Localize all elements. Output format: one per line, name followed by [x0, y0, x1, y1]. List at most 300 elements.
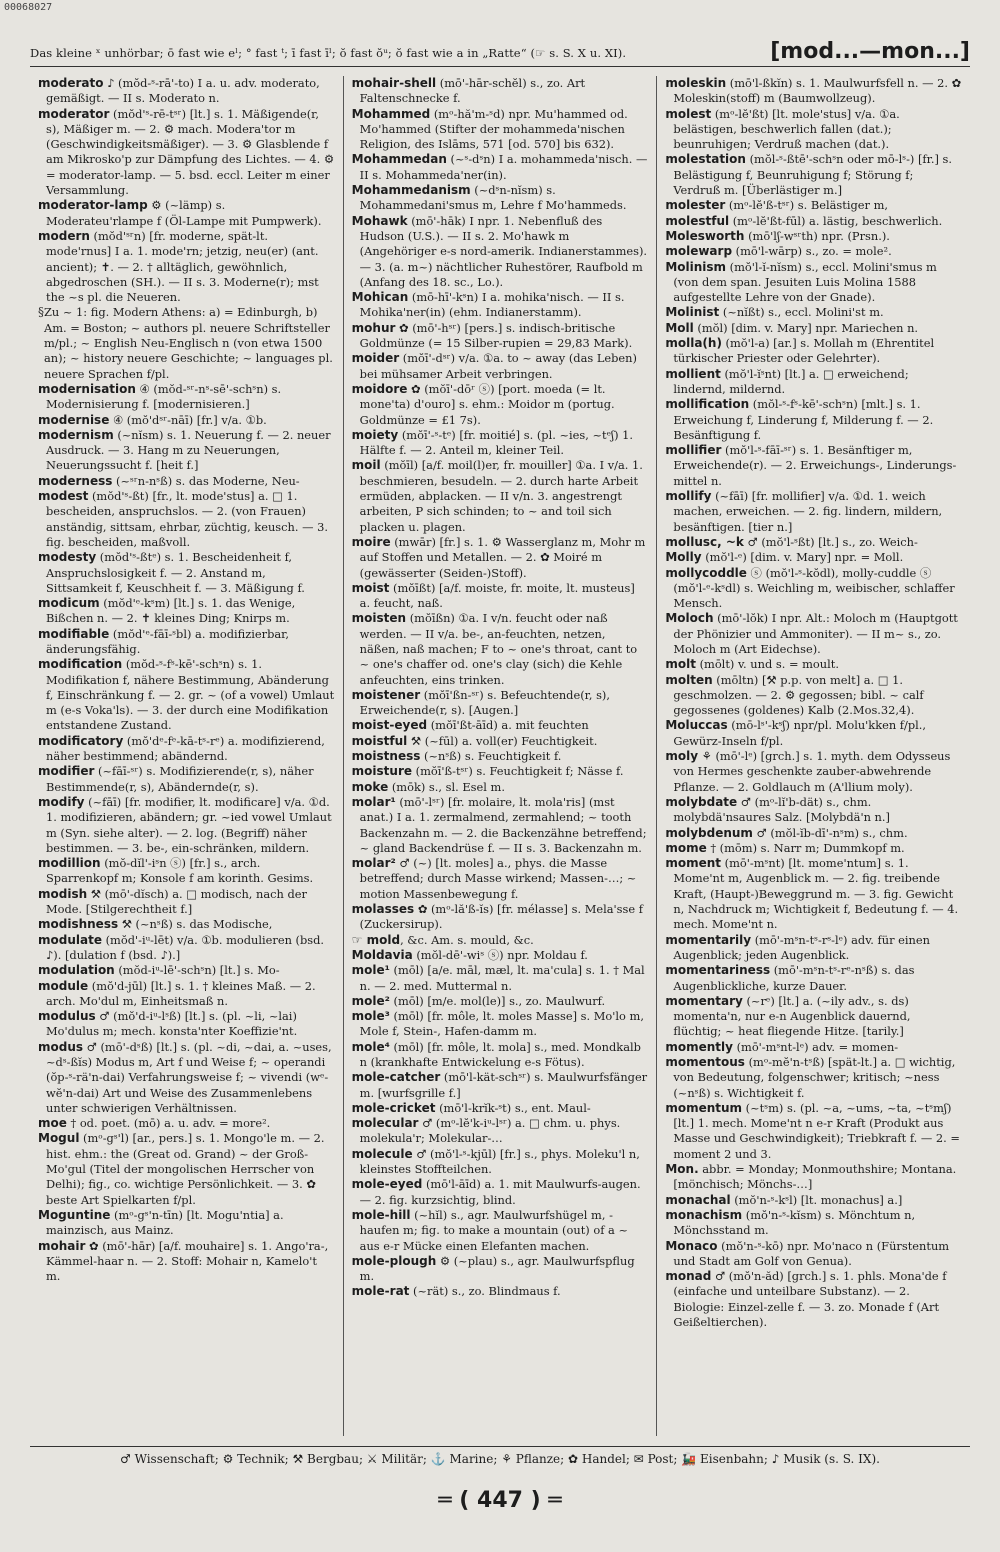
- symbol-legend: ♂ Wissenschaft; ⚙ Technik; ⚒ Bergbau; ⚔ Militär; ⚓ Marine; ⚘ Pflanze; ✿ Handel; ✉ Post; 🚂 Eisenbahn; ♪ Musik (s. S. IX).: [120, 1452, 880, 1466]
- entry-definition: (mōk) s., sl. Esel m.: [388, 779, 505, 794]
- entry-headword: Moguntine: [38, 1207, 111, 1222]
- dictionary-entry: [665, 1162, 962, 1193]
- page-number: [0, 1488, 1000, 1513]
- entry-definition: ♂ (mŏ'n-ăd) [grch.] s. 1. phls. Mona'de f (einfache und unteilbare Substanz). — 2. Biologie: Einzel-zelle f. — 3. zo. Monade f (Art Geißeltierchen).: [673, 1269, 947, 1330]
- entry-definition: (~dˢn-nĭsm) s. Mohammedani'smus m, Lehre f Mo'hammeds.: [359, 183, 627, 213]
- entry-definition: (~nˢß) s. Feuchtigkeit f.: [420, 749, 562, 764]
- dictionary-entry: [38, 229, 335, 305]
- entry-headword: momentarily: [665, 932, 752, 947]
- dictionary-entry: [665, 994, 962, 1040]
- entry-headword: Moluccas: [665, 718, 728, 733]
- entry-headword: mollusc, ~k: [665, 534, 744, 549]
- dictionary-entry: [352, 902, 649, 933]
- dictionary-entry: [352, 214, 649, 290]
- entry-definition: † (mōm) s. Narr m; Dummkopf m.: [706, 840, 905, 855]
- entry-headword: mohur: [351, 320, 396, 335]
- dictionary-entry: [352, 1284, 649, 1299]
- dictionary-entry: [352, 734, 649, 749]
- dictionary-entry: [665, 76, 962, 107]
- entry-definition: (mōl) [fr. môle, lt. moles Masse] s. Mo'lo m, Mole f, Stein-, Hafen-damm m.: [359, 1009, 644, 1039]
- column-2: [343, 76, 657, 1436]
- entry-headword: modern: [38, 228, 90, 243]
- entry-definition: (mŏ'l-ĭ-nĭsm) s., eccl. Molini'smus m (von dem span. Jesuiten Luis Molina 1588 aufgestellte Lehre von der Gnade).: [673, 259, 937, 305]
- entry-definition: (mŏ'n-ˢ-kˢl) [lt. monachus] a.]: [730, 1192, 903, 1207]
- page-number-close-paren: ): [530, 1488, 541, 1513]
- entry-definition: ✿ (mō'-hˢʳ) [pers.] s. indisch-britische Goldmünze (= 15 Silber-rupien = 29,83 Mark).: [359, 320, 633, 351]
- dictionary-entry: [665, 336, 962, 367]
- entry-definition: (mŏd'ˢ-ßtᵉ) s. 1. Bescheidenheit f, Anspruchslosigkeit f. — 2. Anstand m, Sittsamkeit f, Keuschheit f. — 3. Mäßigung f.: [46, 550, 305, 595]
- dictionary-entry: [38, 550, 335, 596]
- entry-definition: (mōltn) [⚒ p.p. von melt] a. □ 1. geschmolzen. — 2. ⚙ gegossen; bibl. ~ calf gegossenes (goldenes) Kalb (2.Mos.32,4).: [673, 672, 924, 718]
- dictionary-entry: [665, 321, 962, 336]
- entry-headword: molar²: [351, 856, 396, 871]
- dictionary-entry: [352, 611, 649, 687]
- entry-definition: (mŏī'ßt-āīd) a. mit feuchten: [427, 718, 589, 733]
- entry-headword: mollifier: [665, 443, 722, 458]
- entry-definition: (mŏīßn) ①a. I v/n. feucht oder naß werden. — II v/a. be-, an-feuchten, netzen, näßen, naß machen; F to ~ one's throat, cant to ~ one's chaffer od. one's clay (sich) die Kehle anfeuchten, eins trinken.: [359, 611, 638, 687]
- entry-headword: molar¹: [351, 794, 396, 809]
- entry-definition: (mōl) [m/e. mol(le)] s., zo. Maulwurf.: [389, 993, 606, 1008]
- entry-headword: moil: [351, 458, 381, 473]
- dictionary-entry: [38, 933, 335, 964]
- dictionary-entry: [665, 826, 962, 841]
- entry-definition: ④ (mŏd-ˢʳ-nˢ-sē'-schˢn) s. Modernisierung f. [modernisieren.]: [46, 381, 282, 412]
- entry-headword: momentous: [665, 1055, 745, 1069]
- dictionary-entry: [352, 1147, 649, 1178]
- entry-headword: molewarp: [665, 244, 733, 259]
- entry-headword: moderator-lamp: [38, 198, 148, 213]
- entry-headword: modillion: [38, 856, 101, 871]
- dictionary-entry: [352, 1177, 649, 1208]
- dictionary-entry: [38, 887, 335, 918]
- entry-definition: (~rät) s., zo. Blindmaus f.: [409, 1284, 561, 1299]
- dictionary-entry: [352, 963, 649, 994]
- entry-headword: moly: [665, 749, 699, 764]
- dictionary-entry: [38, 764, 335, 795]
- entry-definition: (mwār) [fr.] s. 1. ⚙ Wasserglanz m, Mohr m auf Stoffen und Metallen. — 2. ✿ Moiré m (gewässerter (Seiden-)Stoff).: [359, 534, 646, 580]
- dictionary-entry: [38, 198, 335, 229]
- dictionary-entry: [352, 1116, 649, 1147]
- entry-headword: modicum: [38, 596, 100, 611]
- dictionary-entry: [665, 1269, 962, 1330]
- entry-definition: (mŏd'-iᵘ-lēt) v/a. ①b. modulieren (bsd. ♪). [dulation f (bsd. ♪).]: [46, 932, 325, 962]
- entry-definition: (mŏī'ß-tˢʳ) s. Feuchtigkeit f; Nässe f.: [412, 764, 624, 779]
- page-number-open-paren: (: [459, 1488, 470, 1513]
- dictionary-entry: [665, 535, 962, 550]
- entry-definition: (mŏ'l-ĭˢnt) [lt.] a. □ erweichend; lindernd, mildernd.: [673, 366, 909, 396]
- entry-definition: ♂ (mᵒ-lĭ'b-dät) s., chm. molybdä'nsaures Salz. [Molybdä'n n.]: [673, 794, 890, 825]
- dictionary-entry: [38, 795, 335, 856]
- entry-headword: Moldavia: [351, 947, 413, 962]
- dictionary-entry: [665, 933, 962, 964]
- entry-definition: ♂ (mᵒ-lĕ'k-iᵘ-lˢʳ) a. □ chm. u. phys. molekula'r; Molekular-…: [359, 1116, 621, 1146]
- page-number-right-rule: ═: [548, 1488, 562, 1513]
- entry-definition: ⚘ (mō'-lᵉ) [grch.] s. 1. myth. dem Odysseus von Hermes geschenkte zauber-abwehrende Pflanze. — 2. Goldlauch m (A'llium moly).: [673, 749, 951, 794]
- dictionary-entry: [38, 627, 335, 658]
- dictionary-entry: [665, 244, 962, 259]
- entry-headword: molybdenum: [665, 825, 753, 840]
- dictionary-entry: [665, 367, 962, 398]
- entry-headword: Mohammed: [351, 106, 431, 121]
- entry-definition: ⚙ (~plau) s., agr. Maulwurfspflug m.: [359, 1253, 635, 1284]
- dictionary-entry: [38, 1116, 335, 1131]
- entry-definition: (mŏd'ˢ-ßt) [fr., lt. mode'stus] a. □ 1. bescheiden, anspruchslos. — 2. (von Frauen) anständig, sittsam, ehrbar, züchtig, keusch. — 3. fig. bescheiden, maßvoll.: [46, 489, 328, 549]
- page-header: [30, 30, 970, 67]
- dictionary-entry: [352, 76, 649, 107]
- entry-definition: (mᵒ-lĕ'ßt-fūl) a. lästig, beschwerlich.: [729, 213, 943, 228]
- entry-definition: ♂ (mŏ'l-ˢßt) [lt.] s., zo. Weich-: [743, 534, 918, 549]
- entry-headword: ☞ mold: [351, 932, 401, 947]
- entry-headword: momentum: [665, 1100, 743, 1115]
- entry-definition: ♂ (mŏl-ĭb-dī'-nˢm) s., chm.: [752, 825, 908, 840]
- entry-headword: moderato: [38, 76, 104, 90]
- entry-headword: module: [38, 978, 89, 993]
- entry-headword: mole-hill: [351, 1207, 411, 1222]
- entry-headword: Moll: [665, 320, 694, 335]
- dictionary-entry: [665, 749, 962, 795]
- entry-definition: (mō'l-āīd) a. 1. mit Maulwurfs-augen. — 2. fig. kurzsichtig, blind.: [359, 1177, 641, 1207]
- entry-headword: moistener: [351, 687, 421, 702]
- entry-definition: (mō'lʃ-wˢʳth) npr. (Prsn.).: [744, 228, 890, 243]
- entry-definition: (mŏ'l-a) [ar.] s. Mollah m (Ehrentitel türkischer Priester oder Gelehrter).: [673, 336, 935, 366]
- entry-definition: (mŏd'ᵉ-fāī-ˢbl) a. modifizierbar, änderungsfähig.: [46, 626, 289, 656]
- dictionary-entry: [38, 917, 335, 932]
- page-number-left-rule: ═: [438, 1488, 452, 1513]
- entry-headword: moisten: [351, 611, 407, 626]
- dictionary-entry: [352, 856, 649, 902]
- dictionary-entry: [38, 1131, 335, 1207]
- dictionary-entry: [38, 963, 335, 978]
- entry-definition: ⚒ (~nˢß) s. das Modische,: [118, 917, 273, 932]
- dictionary-entry: [665, 1101, 962, 1162]
- entry-headword: moist-eyed: [351, 718, 428, 733]
- dictionary-entry: [38, 76, 335, 107]
- entry-headword: moke: [351, 779, 389, 794]
- dictionary-entry: [352, 321, 649, 352]
- entry-definition: , &c. Am. s. mould, &c.: [400, 932, 534, 947]
- entry-definition: (mō'-lŏk) I npr. Alt.: Moloch m (Hauptgott der Phönizier und Ammoniter). — II m~ s., zo. Moloch m (Art Eidechse).: [673, 611, 958, 656]
- entry-headword: moidore: [351, 381, 408, 396]
- entry-headword: monachism: [665, 1207, 743, 1222]
- dictionary-entry: [352, 1040, 649, 1071]
- dictionary-entry: [352, 948, 649, 963]
- dictionary-entry: [665, 260, 962, 306]
- entry-headword: modest: [38, 489, 89, 504]
- dictionary-columns: [30, 76, 970, 1436]
- entry-headword: modishness: [38, 917, 119, 932]
- entry-headword: modernise: [38, 412, 110, 427]
- entry-definition: (mᵒ-gˢ'n-tīn) [lt. Mogu'ntia] a. mainzisch, aus Mainz.: [46, 1207, 284, 1238]
- entry-headword: moisture: [351, 764, 413, 779]
- dictionary-entry: [665, 397, 962, 443]
- dictionary-entry: [38, 428, 335, 474]
- dictionary-entry: [352, 1208, 649, 1254]
- dictionary-entry: [665, 1208, 962, 1239]
- entry-headword: molecular: [351, 1116, 419, 1131]
- entry-definition: ♂ (mŏ'l-ˢ-kjūl) [fr.] s., phys. Moleku'l n, kleinstes Stoffteilchen.: [359, 1146, 640, 1177]
- entry-definition: (mŏ-dĭl'-iˢn ⓢ) [fr.] s., arch. Sparrenkopf m; Konsole f am korinth. Gesims.: [46, 856, 314, 886]
- entry-headword: moist: [351, 580, 390, 595]
- dictionary-entry: [665, 443, 962, 489]
- entry-headword: Mohammedan: [351, 152, 447, 167]
- entry-headword: modus: [38, 1039, 84, 1054]
- entry-definition: ⓢ (mŏ'l-ˢ-kŏdl), molly-cuddle ⓢ (mŏ'l-ᵉ-kˢdl) s. Weichling m, weibischer, schlaffer Mensch.: [673, 565, 955, 611]
- entry-definition: ✿ (mŏī'-dōʳ ⓢ) [port. moeda (= lt. mone'ta) d'ouro] s. ehm.: Moidor m (portug. Goldmünze = £1 7s).: [359, 381, 615, 427]
- entry-headword: Molinist: [665, 305, 720, 320]
- entry-headword: mole-cricket: [351, 1100, 436, 1115]
- entry-headword: moment: [665, 856, 722, 871]
- dictionary-entry: [38, 734, 335, 765]
- entry-definition: (mŏd'ᵉ-kˢm) [lt.] s. 1. das Wenige, Bißchen n. — 2. ✝ kleines Ding; Knirps m.: [46, 596, 296, 626]
- dictionary-entry: [665, 229, 962, 244]
- entry-definition: (mŏīßt) [a/f. moiste, fr. moite, lt. musteus] a. feucht, naß.: [359, 580, 635, 611]
- dictionary-entry: [352, 152, 649, 183]
- entry-definition: ♂ (mŏ'd-iᵘ-lˢß) [lt.] s. (pl. ~li, ~lai) Mo'dulus m; mech. konsta'nter Koeffizie'nt.: [46, 1009, 298, 1039]
- entry-definition: (~fāī) [fr. modifier, lt. modificare] v/a. ①d. 1. modifizieren, abändern; gr. ~ied vowel Umlaut m (Syn. siehe alter). — 2. log. (Begriff) näher bestimmen. — 3. be-, ein-schränken, mildern.: [46, 794, 332, 855]
- dictionary-entry: [665, 566, 962, 612]
- dictionary-entry: [352, 1101, 649, 1116]
- entry-definition: (mō'-mˢnt) [lt. mome'ntum] s. 1. Mome'nt m, Augenblick m. — 2. fig. treibende Kraft, (Haupt-)Beweggrund m. — 3. fig. Gewicht n, Nachdruck m; Wichtigkeit f, Bedeutung f. — 4. mech. Mome'nt n.: [673, 856, 959, 932]
- entry-headword: molt: [665, 657, 696, 672]
- entry-definition: ④ (mŏ'dˢʳ-nāī) [fr.] v/a. ①b.: [109, 412, 267, 427]
- entry-definition: (mᵒ-gˢ'l) [ar., pers.] s. 1. Mongo'le m. — 2. hist. ehm.: the (Great od. Grand) ~ der Groß-Mo'gul (Titel der mongolischen Herrscher von Delhi); fig., co. wichtige Persönlichkeit. — 3. ✿ beste Art Spielkarten f/pl.: [46, 1131, 325, 1207]
- dictionary-entry: [665, 1193, 962, 1208]
- dictionary-entry: [665, 107, 962, 153]
- entry-definition: (mō-hī'-kˢn) I a. mohika'nisch. — II s. Mohika'ner(in) (ehm. Indianerstamm).: [359, 290, 625, 320]
- entry-definition: (mŏ'l-ᵉ) [dim. v. Mary] npr. = Moll.: [701, 550, 904, 565]
- entry-headword: molestful: [665, 213, 730, 228]
- entry-headword: Mon.: [665, 1162, 699, 1177]
- dictionary-entry: [665, 214, 962, 229]
- dictionary-entry: [352, 428, 649, 459]
- dictionary-entry: [352, 749, 649, 764]
- entry-definition: (mŏī'ßn-ˢʳ) s. Befeuchtende(r, s), Erweichende(r, s). [Augen.]: [359, 687, 610, 718]
- entry-headword: mole-plough: [351, 1253, 437, 1268]
- entry-headword: Molesworth: [665, 228, 745, 243]
- entry-definition: ⚒ (~fūl) a. voll(er) Feuchtigkeit.: [407, 733, 598, 748]
- entry-definition: (~rᵉ) [lt.] a. (~ily adv., s. ds) momenta'n, nur e-n Augenblick dauernd, flüchtig; ~ heat fliegende Hitze. [tarily.]: [673, 993, 911, 1039]
- column-1: [30, 76, 343, 1436]
- dictionary-entry: [38, 856, 335, 887]
- dictionary-entry: [352, 764, 649, 779]
- entry-definition: (mō-lˢ'-kˢʃ) npr/pl. Molu'kken f/pl., Gewürz-Inseln f/pl.: [673, 718, 927, 748]
- entry-headword: momentariness: [665, 963, 771, 978]
- dictionary-entry: [352, 795, 649, 856]
- entry-headword: molybdate: [665, 794, 738, 809]
- entry-definition: (mŏl-ˢ-fˢ-kē'-schˢn) [mlt.] s. 1. Erweichung f, Linderung f, Milderung f. — 2. Besänftigung f.: [673, 397, 934, 442]
- dictionary-entry: [665, 1040, 962, 1055]
- dictionary-entry: [352, 382, 649, 428]
- dictionary-entry: [352, 458, 649, 534]
- entry-headword: mohair-shell: [351, 76, 437, 90]
- entry-headword: mole²: [351, 993, 390, 1008]
- entry-headword: mollification: [665, 397, 750, 412]
- entry-definition: (mᵒ-lĕ'ß-tˢʳ) s. Belästiger m,: [725, 198, 889, 213]
- entry-headword: moiety: [351, 427, 399, 442]
- dictionary-entry: [352, 351, 649, 382]
- entry-definition: (~tˢm) s. (pl. ~a, ~ums, ~ta, ~tˢmʃ) [lt.] 1. mech. Mome'nt n e-r Kraft (Produkt aus Masse und Geschwindigkeit); Triebkraft f. — 2. = moment 2 und 3.: [673, 1100, 960, 1161]
- dictionary-entry: [38, 1009, 335, 1040]
- entry-headword: modifier: [38, 764, 95, 779]
- entry-headword: Mogul: [38, 1131, 80, 1146]
- dictionary-entry: [665, 305, 962, 320]
- entry-headword: mole-rat: [351, 1284, 410, 1299]
- entry-headword: modulation: [38, 963, 115, 978]
- entry-definition: (mōlt) v. und s. = moult.: [695, 657, 839, 672]
- entry-headword: modulate: [38, 932, 102, 947]
- entry-headword: mome: [665, 840, 707, 855]
- entry-definition: (mᵒ-mĕ'n-tˢß) [spät-lt.] a. □ wichtig, von Bedeutung, folgenschwer; kritisch; ~ness (~nˢß) s. Wichtigkeit f.: [673, 1055, 956, 1100]
- entry-headword: modernism: [38, 427, 114, 442]
- entry-headword: Moloch: [665, 611, 714, 626]
- entry-headword: Mohican: [351, 290, 409, 305]
- page-number-value: 447: [477, 1488, 523, 1513]
- entry-definition: (mᵒ-lĕ'ßt) [lt. mole'stus] v/a. ①a. belästigen, beschwerlich fallen (dat.); beunruhigen; Verdruß machen (dat.).: [673, 106, 900, 152]
- dictionary-entry: [38, 382, 335, 413]
- entry-headword: mollycoddle: [665, 565, 747, 580]
- entry-headword: molten: [665, 672, 713, 687]
- entry-definition: (mŏ'l-ˢ-fāī-ˢʳ) s. 1. Besänftiger m, Erweichende(r). — 2. Erweichungs-, Linderungs-mittel n.: [673, 443, 957, 488]
- entry-definition: (mō'-hār-schĕl) s., zo. Art Faltenschnecke f.: [359, 76, 586, 106]
- entry-headword: moleskin: [665, 76, 727, 90]
- dictionary-entry: [665, 795, 962, 826]
- dictionary-entry: [352, 107, 649, 153]
- entry-headword: Molinism: [665, 259, 727, 274]
- dictionary-entry: [352, 1009, 649, 1040]
- entry-definition: (mō'l-krĭk-ˢt) s., ent. Maul-: [435, 1100, 591, 1115]
- dictionary-entry: [665, 1055, 962, 1101]
- entry-headword: molest: [665, 106, 712, 121]
- pronunciation-legend: Das kleine ˣ unhörbar; ō fast wie eˡ; ° fast ᵗ; ī fast īˡ; ŏ fast ŏᵘ; ŏ fast wie a in „Ratte“ (☞ s. S. X u. XI).: [30, 46, 627, 60]
- entry-headword: moderness: [38, 473, 113, 488]
- dictionary-entry: [665, 963, 962, 994]
- dictionary-entry: [665, 673, 962, 719]
- entry-definition: (mŏl) [dim. v. Mary] npr. Mariechen n.: [693, 320, 919, 335]
- entry-definition: (mŏī'-dˢʳ) v/a. ①a. to ~ away (das Leben) bei mühsamer Arbeit verbringen.: [359, 351, 637, 381]
- entry-definition: (mŏ'n-ˢ-kĭsm) s. Mönchtum n, Mönchsstand m.: [673, 1207, 916, 1238]
- entry-headword: mole-eyed: [351, 1177, 423, 1192]
- entry-definition: (mŏ'd-jūl) [lt.] s. 1. † kleines Maß. — 2. arch. Mo'dul m, Einheitsmaß n.: [46, 978, 316, 1008]
- dictionary-entry: [665, 489, 962, 535]
- entry-definition: (mō'l-kät-schˢʳ) s. Maulwurfsfänger m. [wurfsgrille f.]: [359, 1070, 648, 1100]
- sub-entry-text: Zu ~ 1: fig. Modern Athens: a) = Edinburgh, b) Am. = Boston; ~ authors pl. neuere Schriftsteller m/pl.; ~ English Neu-Englisch n (von etwa 1500 an); ~ history neuere Geschichte; ~ languages pl. neuere Sprachen f/pl.: [44, 305, 333, 381]
- entry-definition: (mō'-mˢnt-lᵉ) adv. = momen-: [732, 1039, 899, 1054]
- headword-range: [mod...—mon...]: [770, 39, 970, 64]
- entry-definition: ⚙ (~lämp) s. Moderateu'rlampe f (Öl-Lampe mit Pumpwerk).: [46, 198, 322, 228]
- entry-definition: (mŏ'dᵉ-fᵉ-kā-tˢ-rᵉ) a. modifizierend, näher bestimmend; abändernd.: [46, 733, 325, 764]
- entry-definition: (mŏd'ˢʳn) [fr. moderne, spät-lt. mode'rnus] I a. 1. mode'rn; jetzig, neu(er) (ant. ancient); ✝. — 2. † alltäglich, gewöhnlich, abgedroschen (SH.). — II s. 3. Moderne(r); mst the ~s pl. die Neueren.: [46, 228, 319, 305]
- entry-headword: molestation: [665, 152, 746, 167]
- dictionary-entry: [352, 183, 649, 214]
- dictionary-entry: [38, 657, 335, 733]
- entry-headword: moderator: [38, 106, 110, 121]
- entry-definition: (~fāī) [fr. mollifier] v/a. ①d. 1. weich machen, erweichen. — 2. fig. lindern, mildern, besänftigen. [tier n.]: [673, 489, 943, 534]
- entry-definition: (mō'-lˢʳ) [fr. molaire, lt. mola'ris] (mst anat.) I a. 1. zermalmend, zermahlend; ~ tooth Backenzahn m. — 2. die Backenzähne betreffend; ~ gland Backendrüse f. — II s. 3. Backenzahn m.: [359, 794, 647, 855]
- entry-headword: momentary: [665, 993, 743, 1008]
- entry-definition: ♂ (mō'-dˢß) [lt.] s. (pl. ~di, ~dai, a. ~uses, ~dˢ-ßĭs) Modus m, Art f und Weise f; ~ operandi (ŏp-ˢ-rä'n-dai) Verfahrungsweise f; ~ vivendi (wᵉ-wĕ'n-dai) Art und Weise des Zusammenlebens unter schwierigen Verhältnissen.: [46, 1039, 332, 1115]
- entry-headword: mole³: [351, 1009, 390, 1024]
- dictionary-entry: [665, 657, 962, 672]
- entry-headword: Molly: [665, 550, 702, 565]
- entry-headword: molester: [665, 198, 726, 213]
- dictionary-entry: [38, 1040, 335, 1116]
- dictionary-entry: [352, 718, 649, 733]
- entry-headword: molasses: [351, 902, 415, 917]
- entry-headword: monachal: [665, 1192, 731, 1207]
- entry-headword: Mohawk: [351, 213, 408, 228]
- entry-headword: modernisation: [38, 381, 136, 396]
- dictionary-entry: [352, 688, 649, 719]
- entry-definition: abbr. = Monday; Monmouthshire; Montana. [mönchisch; Mönchs-…]: [673, 1162, 957, 1192]
- entry-headword: mole¹: [351, 963, 390, 978]
- dictionary-entry: [665, 856, 962, 932]
- dictionary-entry: [665, 718, 962, 749]
- entry-definition: ♂ (~) [lt. moles] a., phys. die Masse betreffend; durch Masse wirkend; Massen-…; ~ motion Massenbewegung f.: [359, 856, 637, 901]
- entry-definition: ♪ (mŏd-ˢ-rā'-to) I a. u. adv. moderato, gemäßigt. — II s. Moderato n.: [46, 76, 320, 106]
- dictionary-entry: [352, 581, 649, 612]
- entry-definition: (mōl) [fr. môle, lt. mola] s., med. Mondkalb n (krankhafte Entwickelung e-s Fötus).: [359, 1039, 641, 1069]
- entry-headword: Monaco: [665, 1238, 718, 1253]
- entry-definition: (mō'-mˢn-tˢ-rˢ-lᵉ) adv. für einen Augenblick; jeden Augenblick.: [673, 932, 930, 962]
- entry-headword: mohair: [38, 1238, 86, 1253]
- dictionary-entry: [38, 107, 335, 199]
- entry-definition: (mŏd-iᵘ-lē'-schˢn) [lt.] s. Mo-: [114, 963, 280, 978]
- sub-entry-block: [38, 305, 335, 381]
- dictionary-entry: [38, 979, 335, 1010]
- entry-definition: (~hĭl) s., agr. Maulwurfshügel m, -haufen m; fig. to make a mountain (out) of a ~ aus e-r Mücke einen Elefanten machen.: [359, 1207, 628, 1253]
- dictionary-entry: [38, 596, 335, 627]
- entry-definition: (mō'l-wārp) s., zo. = mole².: [732, 244, 892, 259]
- entry-headword: moistness: [351, 749, 421, 764]
- entry-definition: ✿ (mᵒ-lă'ß-ĭs) [fr. mélasse] s. Mela'sse f (Zuckersirup).: [359, 902, 643, 932]
- dictionary-entry: [665, 550, 962, 565]
- dictionary-entry: [38, 1239, 335, 1285]
- dictionary-entry: [38, 413, 335, 428]
- entry-headword: Mohammedanism: [351, 183, 471, 198]
- column-3: [656, 76, 970, 1436]
- dictionary-entry: [665, 1239, 962, 1270]
- entry-headword: modesty: [38, 550, 97, 565]
- entry-headword: modificatory: [38, 733, 124, 748]
- dictionary-entry: [38, 474, 335, 489]
- entry-definition: (mᵒ-hă'm-ˢd) npr. Mu'hammed od. Mo'hammed (Stifter der mohammeda'nischen Religion, des Islāms, 571 [od. 570] bis 632).: [359, 106, 628, 152]
- dictionary-entry: [352, 1254, 649, 1285]
- entry-headword: modification: [38, 657, 123, 672]
- entry-definition: (~fāī-ˢʳ) s. Modifizierende(r, s), näher Bestimmende(r, s), Abändernde(r, s).: [46, 764, 314, 794]
- entry-definition: (~nĭßt) s., eccl. Molini'st m.: [719, 305, 884, 320]
- entry-headword: molecule: [351, 1146, 413, 1161]
- fold-brace-icon: §: [38, 305, 44, 320]
- entry-definition: (~ˢʳn-nˢß) s. das Moderne, Neu-: [112, 473, 300, 488]
- dictionary-entry: [665, 841, 962, 856]
- entry-headword: mole-catcher: [351, 1070, 441, 1085]
- entry-headword: modifiable: [38, 626, 110, 641]
- page-id: 00068027: [4, 2, 53, 13]
- dictionary-entry: [352, 1070, 649, 1101]
- entry-definition: (mŏī'-ˢ-tᵉ) [fr. moitié] s. (pl. ~ies, ~tᵉʃ) 1. Hälfte f. — 2. Anteil m, kleiner Teil.: [359, 427, 634, 458]
- entry-definition: (~ˢ-dˢn) I a. mohammeda'nisch. — II s. Mohammeda'ner(in).: [359, 152, 648, 182]
- dictionary-entry: [352, 535, 649, 581]
- dictionary-entry: [352, 290, 649, 321]
- entry-definition: (mŏīl) [a/f. moil(l)er, fr. mouiller] ①a. I v/a. 1. beschmieren, besudeln. — 2. durch harte Arbeit ermüden, abplacken. — II v/n. 3. angestrengt arbeiten, P sich schinden; to ~ and toil sich placken u. plagen.: [359, 458, 643, 534]
- entry-headword: momently: [665, 1039, 733, 1054]
- entry-definition: (mŏd'ˢ-rē-tˢʳ) [lt.] s. 1. Mäßigende(r, s), Mäßiger m. — 2. ⚙ mach. Modera'tor m (Geschwindigkeitsmäßiger). — 3. ⚙ Glasblende f am Mikrosko'p zur Dämpfung des Lichtes. — 4. ⚙ = moderator-lamp. — 5. bsd. eccl. Leiter m einer Versammlung.: [46, 106, 335, 198]
- entry-definition: † od. poet. (mō) a. u. adv. = more².: [66, 1116, 271, 1131]
- dictionary-entry: [665, 152, 962, 198]
- entry-headword: moire: [351, 534, 391, 549]
- entry-headword: moistful: [351, 733, 408, 748]
- entry-headword: modulus: [38, 1009, 96, 1024]
